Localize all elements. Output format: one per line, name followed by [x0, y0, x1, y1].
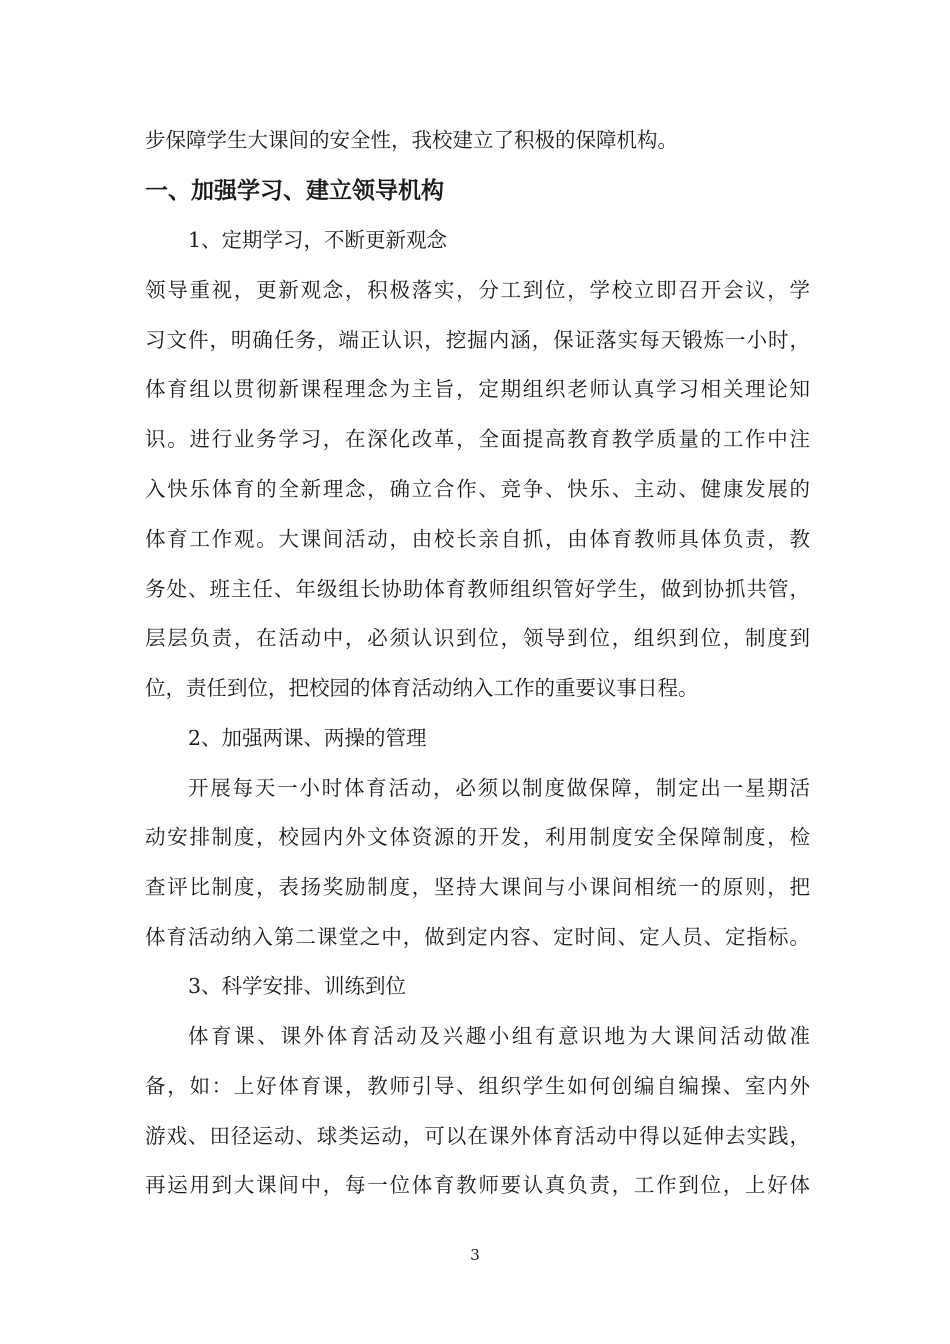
paragraph-line: 查评比制度，表扬奖励制度，坚持大课间与小课间相统一的原则，把 [145, 875, 810, 899]
paragraph-line: 位，责任到位，把校园的体育活动纳入工作的重要议事日程。 [145, 676, 699, 700]
paragraph-line: 步保障学生大课间的安全性，我校建立了积极的保障机构。 [145, 128, 678, 152]
subsection-heading: 3、科学安排、训练到位 [188, 974, 407, 998]
paragraph-line: 体育课、课外体育活动及兴趣小组有意识地为大课间活动做准 [188, 1024, 810, 1048]
paragraph-line: 领导重视，更新观念，积极落实，分工到位，学校立即召开会议，学 [145, 278, 810, 302]
paragraph-line: 动安排制度，校园内外文体资源的开发，利用制度安全保障制度，检 [145, 825, 810, 849]
paragraph-line: 再运用到大课间中，每一位体育教师要认真负责，工作到位，上好体 [145, 1173, 810, 1197]
paragraph-line: 体育组以贯彻新课程理念为主旨，定期组织老师认真学习相关理论知 [145, 377, 810, 401]
paragraph-line: 备，如：上好体育课，教师引导、组织学生如何创编自编操、室内外 [145, 1074, 810, 1098]
paragraph-line: 体育活动纳入第二课堂之中，做到定内容、定时间、定人员、定指标。 [145, 925, 810, 949]
paragraph-line: 习文件，明确任务，端正认识，挖掘内涵，保证落实每天锻炼一小时， [145, 328, 810, 352]
paragraph-line: 务处、班主任、年级组长协助体育教师组织管好学生，做到协抓共管， [145, 577, 810, 601]
section-heading: 一、加强学习、建立领导机构 [145, 178, 444, 204]
subsection-heading: 1、定期学习，不断更新观念 [188, 228, 448, 252]
paragraph-line: 游戏、田径运动、球类运动，可以在课外体育活动中得以延伸去实践， [145, 1124, 810, 1148]
paragraph-line: 开展每天一小时体育活动，必须以制度做保障，制定出一星期活 [188, 776, 810, 800]
paragraph-line: 识。进行业务学习，在深化改革，全面提高教育教学质量的工作中注 [145, 427, 810, 451]
paragraph-line: 入快乐体育的全新理念，确立合作、竞争、快乐、主动、健康发展的 [145, 477, 810, 501]
paragraph-line: 体育工作观。大课间活动，由校长亲自抓，由体育教师具体负责，教 [145, 527, 810, 551]
subsection-heading: 2、加强两课、两操的管理 [188, 726, 427, 750]
page-number: 3 [470, 1246, 480, 1264]
paragraph-line: 层层负责，在活动中，必须认识到位，领导到位，组织到位，制度到 [145, 626, 810, 650]
